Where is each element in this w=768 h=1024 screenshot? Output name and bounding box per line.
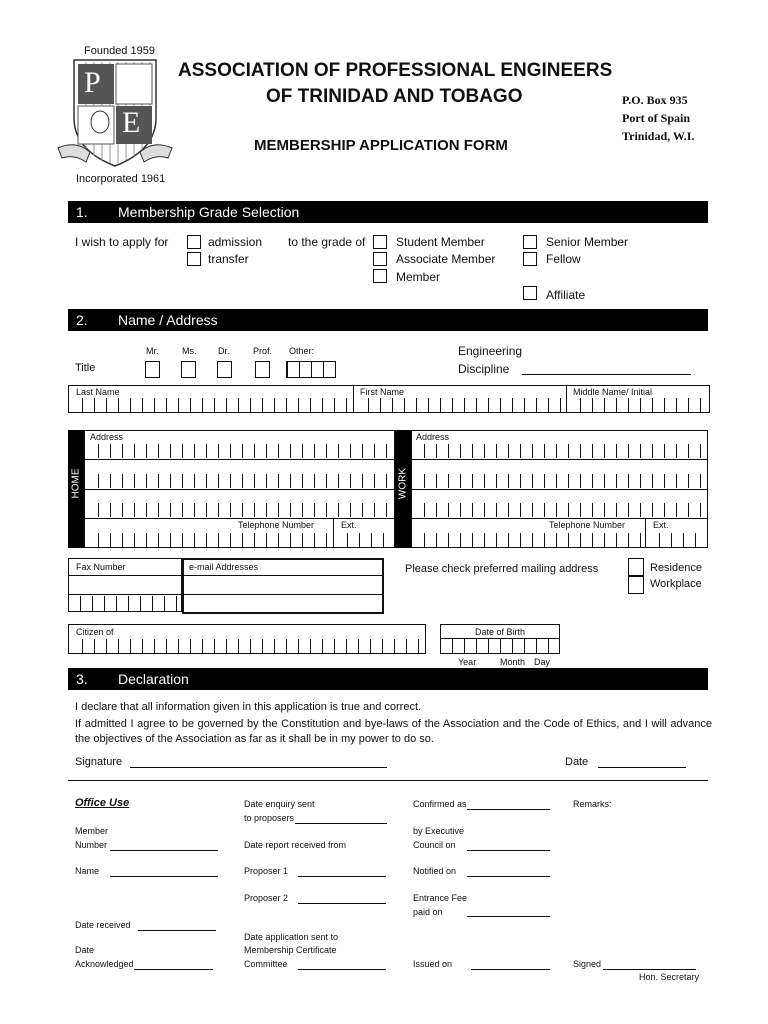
name-field[interactable] xyxy=(110,876,218,877)
signed-field[interactable] xyxy=(603,969,696,970)
transfer-checkbox[interactable] xyxy=(187,252,201,266)
work-row-line-3 xyxy=(411,518,708,519)
section1-number: 1. xyxy=(76,204,88,220)
work-address-line-3[interactable] xyxy=(424,503,708,517)
incorporated-text: Incorporated 1961 xyxy=(76,173,166,185)
number-label: Number xyxy=(75,840,108,850)
fellow-label: Fellow xyxy=(546,252,581,266)
confirmed-field[interactable] xyxy=(467,809,550,810)
work-address-line-1[interactable] xyxy=(424,444,708,458)
dob-day-label: Day xyxy=(534,657,551,667)
name-label: Name xyxy=(75,866,100,876)
discipline-field[interactable] xyxy=(522,374,691,375)
section2-header xyxy=(68,309,708,331)
date-ack-field[interactable] xyxy=(134,969,213,970)
date-field[interactable] xyxy=(598,767,686,768)
student-member-checkbox[interactable] xyxy=(373,235,387,249)
last-name-field[interactable] xyxy=(82,398,352,412)
issued-label: Issued on xyxy=(413,959,453,969)
section3-header xyxy=(68,668,708,690)
date-app-field[interactable] xyxy=(298,969,386,970)
home-telephone-field[interactable] xyxy=(98,533,332,547)
entrance-label-2: paid on xyxy=(413,907,443,917)
date-enquiry-field[interactable] xyxy=(295,823,387,824)
association-logo xyxy=(56,56,174,170)
fax-label: Fax Number xyxy=(76,562,126,572)
workplace-checkbox[interactable] xyxy=(628,576,644,594)
affiliate-checkbox[interactable] xyxy=(523,286,537,300)
citizen-label: Citizen of xyxy=(76,627,114,637)
senior-member-label: Senior Member xyxy=(546,235,629,249)
home-row-line-3 xyxy=(84,518,395,519)
associate-member-checkbox[interactable] xyxy=(373,252,387,266)
dob-field[interactable] xyxy=(452,639,559,654)
email-field-2[interactable] xyxy=(184,595,382,612)
org-name-line2: OF TRINIDAD AND TOBAGO xyxy=(266,86,523,107)
proposer1-label: Proposer 1 xyxy=(244,866,289,876)
council-on-label: Council on xyxy=(413,840,456,850)
member-label: Member xyxy=(75,826,109,836)
residence-label: Residence xyxy=(650,562,702,574)
transfer-label: transfer xyxy=(208,252,249,266)
notified-label: Notified on xyxy=(413,866,457,876)
dob-month-label: Month xyxy=(500,657,526,667)
title-other-label: Other: xyxy=(289,346,315,356)
title-label: Title xyxy=(75,362,96,374)
title-prof-checkbox[interactable] xyxy=(255,361,270,378)
home-row-line-2 xyxy=(84,489,395,490)
first-name-field[interactable] xyxy=(368,398,564,412)
entrance-field[interactable] xyxy=(467,916,550,917)
date-received-label: Date received xyxy=(75,920,131,930)
home-telephone-label: Telephone Number xyxy=(238,520,315,530)
member-label: Member xyxy=(396,270,441,284)
senior-member-checkbox[interactable] xyxy=(523,235,537,249)
name-divider-1 xyxy=(353,385,354,413)
hon-secretary-label: Hon. Secretary xyxy=(639,972,700,982)
middle-name-field[interactable] xyxy=(580,398,708,412)
logo-letter-p: P xyxy=(84,66,101,99)
fax-line-1 xyxy=(68,575,182,576)
declaration-line-2: If admitted I agree to be governed by the Constitution and bye-laws of the Association and the Code of Ethics, and I will advance the objectives of the Association as far as it shall be in my power to do so. xyxy=(75,718,712,745)
section3-number: 3. xyxy=(76,671,88,687)
section3-title: Declaration xyxy=(118,671,189,687)
discipline-label-1: Engineering xyxy=(458,344,523,358)
logo-letter-e: E xyxy=(122,106,141,139)
section1-title: Membership Grade Selection xyxy=(118,204,300,220)
po-address xyxy=(622,91,694,145)
founded-text: Founded 1959 xyxy=(84,45,155,57)
workplace-label: Workplace xyxy=(650,578,702,590)
home-address-line-3[interactable] xyxy=(98,503,394,517)
home-tel-divider xyxy=(333,518,334,548)
work-ext-field[interactable] xyxy=(659,533,707,547)
student-member-label: Student Member xyxy=(396,235,485,249)
title-prof-label: Prof. xyxy=(253,346,273,356)
fax-field[interactable] xyxy=(80,596,180,612)
address-line-1: P.O. Box 935 xyxy=(622,93,688,107)
issued-field[interactable] xyxy=(471,969,550,970)
title-ms-label: Ms. xyxy=(182,346,197,356)
proposer2-field[interactable] xyxy=(298,903,386,904)
title-dr-label: Dr. xyxy=(218,346,230,356)
member-checkbox[interactable] xyxy=(373,269,387,283)
work-telephone-field[interactable] xyxy=(424,533,644,547)
work-telephone-label: Telephone Number xyxy=(549,520,626,530)
address-line-2: Port of Spain xyxy=(622,111,691,125)
notified-field[interactable] xyxy=(467,876,550,877)
apply-label: I wish to apply for xyxy=(75,235,169,249)
office-divider xyxy=(68,780,708,781)
email-field-1[interactable] xyxy=(184,576,382,593)
signature-label: Signature xyxy=(75,756,123,768)
title-ms-checkbox[interactable] xyxy=(181,361,196,378)
middle-name-label: Middle Name/ Initial xyxy=(573,387,653,397)
date-app-label-3: Committee xyxy=(244,959,288,969)
last-name-label: Last Name xyxy=(76,387,120,397)
work-address-line-2[interactable] xyxy=(424,474,708,488)
home-ext-label: Ext. xyxy=(341,520,357,530)
admission-checkbox[interactable] xyxy=(187,235,201,249)
title-other-field[interactable] xyxy=(286,361,336,378)
first-name-label: First Name xyxy=(360,387,405,397)
date-received-field[interactable] xyxy=(138,930,216,931)
date-enquiry-label-1: Date enquiry sent xyxy=(244,799,315,809)
fellow-checkbox[interactable] xyxy=(523,252,537,266)
discipline-label-2: Discipline xyxy=(458,362,510,376)
date-app-label-1: Date application sent to xyxy=(244,932,339,942)
date-enquiry-label-2: to proposers xyxy=(244,813,295,823)
associate-member-label: Associate Member xyxy=(396,252,496,266)
signature-field[interactable] xyxy=(130,767,387,768)
confirmed-label: Confirmed as xyxy=(413,799,467,809)
date-label: Date xyxy=(565,756,589,768)
work-ext-label: Ext. xyxy=(653,520,669,530)
member-number-field[interactable] xyxy=(110,850,218,851)
email-label: e-mail Addresses xyxy=(189,562,259,572)
grade-label: to the grade of xyxy=(288,235,366,249)
work-tel-divider xyxy=(645,518,646,548)
org-name-line1: ASSOCIATION OF PROFESSIONAL ENGINEERS xyxy=(178,60,613,81)
home-label: HOME xyxy=(70,468,82,499)
signed-label: Signed xyxy=(573,959,602,969)
by-exec-label: by Executive xyxy=(413,826,465,836)
office-use-title: Office Use xyxy=(75,797,130,809)
home-address-label: Address xyxy=(90,432,124,442)
date-ack-label-1: Date xyxy=(75,945,95,955)
section2-number: 2. xyxy=(76,312,88,328)
citizen-field[interactable] xyxy=(82,639,425,653)
address-line-3: Trinidad, W.I. xyxy=(622,129,695,143)
section2-title: Name / Address xyxy=(118,312,218,328)
declaration-line-1: I declare that all information given in this application is true and correct. xyxy=(75,701,422,713)
name-divider-2 xyxy=(566,385,567,413)
fax-line-2 xyxy=(68,594,182,595)
mailing-prompt: Please check preferred mailing address xyxy=(405,563,599,575)
home-address-line-2[interactable] xyxy=(98,474,394,488)
admission-label: admission xyxy=(208,235,263,249)
dob-year-label: Year xyxy=(458,657,477,667)
residence-checkbox[interactable] xyxy=(628,558,644,576)
work-row-line-2 xyxy=(411,489,708,490)
date-app-label-2: Membership Certificate xyxy=(244,945,337,955)
entrance-label-1: Entrance Fee xyxy=(413,893,468,903)
home-address-line-1[interactable] xyxy=(98,444,394,458)
home-ext-field[interactable] xyxy=(347,533,393,547)
remarks-label: Remarks: xyxy=(573,799,612,809)
council-on-field[interactable] xyxy=(467,850,550,851)
date-ack-label-2: Acknowledged xyxy=(75,959,134,969)
home-row-line-1 xyxy=(84,459,395,460)
proposer2-label: Proposer 2 xyxy=(244,893,289,903)
work-address-label: Address xyxy=(416,432,450,442)
form-title: MEMBERSHIP APPLICATION FORM xyxy=(254,137,508,154)
title-mr-label: Mr. xyxy=(146,346,159,356)
title-dr-checkbox[interactable] xyxy=(217,361,232,378)
work-label: WORK xyxy=(397,467,409,500)
work-row-line-1 xyxy=(411,459,708,460)
section1-header xyxy=(68,201,708,223)
date-report-label: Date report received from xyxy=(244,840,347,850)
proposer1-field[interactable] xyxy=(298,876,386,877)
dob-label: Date of Birth xyxy=(475,627,526,637)
affiliate-label: Affiliate xyxy=(546,288,586,302)
title-mr-checkbox[interactable] xyxy=(145,361,160,378)
